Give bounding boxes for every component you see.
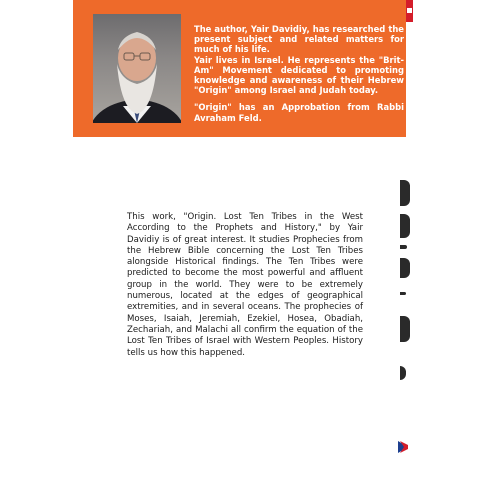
author-photo: [93, 14, 181, 123]
author-bio-approbation: "Origin" has an Approbation from Rabbi Avraham Feld.: [194, 102, 404, 123]
book-spine: [406, 0, 480, 480]
flag-logo-icon: [398, 441, 408, 453]
spine-title-glyph: [400, 214, 410, 238]
author-bio: [194, 24, 404, 123]
spine-title-glyph: [400, 258, 410, 278]
author-bio-intro: The author, Yair Davidiy, has researched the present subject and related matters for much of his life.: [194, 24, 404, 55]
author-bio-movement: Yair lives in Israel. He represents the "Brit-Am" Movement dedicated to promoting knowledge and awareness of their Hebrew "Origin" among Israel and Judah today.: [194, 54, 404, 96]
spine-title-glyph: [400, 292, 406, 295]
spine-title-glyph: [400, 316, 410, 342]
spine-title-glyph: [400, 245, 407, 249]
book-description: This work, "Origin. Lost Ten Tribes in the West According to the Prophets and History," by Yair Davidiy is of great interest. It studies Prophecies from the Hebrew Bible concerning the Lost Ten Tribes alongside Historical findings. The Ten Tribes were predicted to become the most powerful and affluent group in the world. They were to be extremely numerous, located at the edges of geographical extremities, and in several oceans. The prophecies of Moses, Isaiah, Jeremiah, Ezekiel, Hosea, Obadiah, Zechariah, and Malachi all confirm the equation of the Lost Ten Tribes of Israel with Western Peoples. History tells us how this happened.: [127, 212, 363, 358]
spine-title-glyph: [400, 180, 410, 206]
spine-logo-mark: [406, 0, 413, 22]
